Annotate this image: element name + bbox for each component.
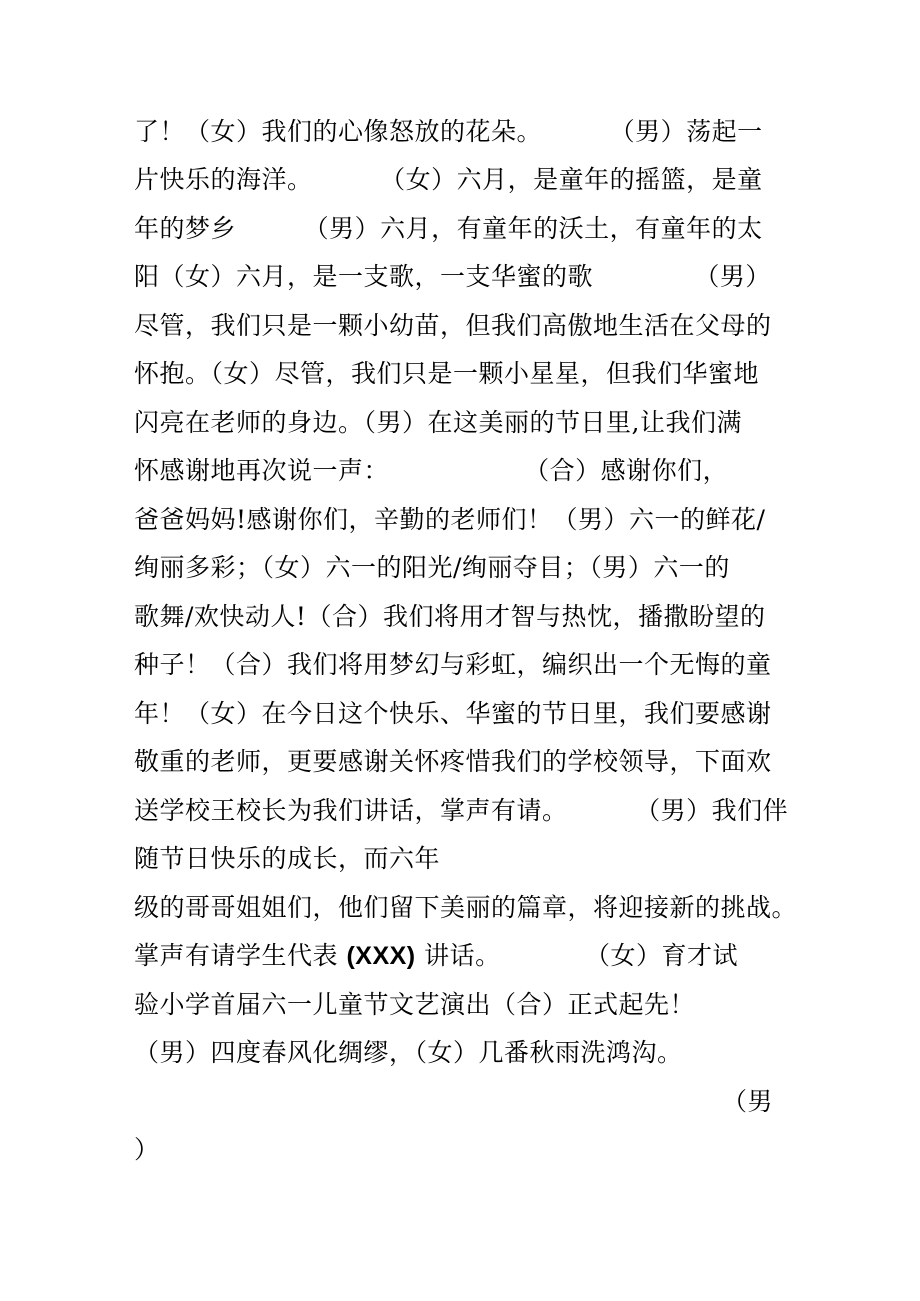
text-line: 送学校王校长为我们讲话，掌声有请。 （男）我们伴	[134, 796, 789, 825]
text-line: （男	[721, 1087, 773, 1116]
text-line	[134, 941, 738, 971]
text-line: （男）四度春风化绸缪，（女）几番秋雨洗鸿沟。	[134, 1038, 683, 1067]
text-line: 了！（女）我们的心像怒放的花朵。 （男）荡起一	[134, 117, 763, 146]
text-line: 闪亮在老师的身边。（男）在这美丽的节日里,让我们满	[134, 408, 742, 437]
text-line: 爸爸妈妈!感谢你们，辛勤的老师们！（男）六一的鲜花/	[134, 505, 766, 534]
text-line: 尽管，我们只是一颗小幼苗，但我们高傲地生活在父母的	[134, 311, 772, 340]
placeholder-name: (XXX)	[346, 942, 416, 970]
text-segment: 讲话。 （女）育才试	[415, 941, 739, 970]
text-line: 验小学首届六一儿童节文艺演出（合）正式起先！	[134, 990, 696, 1019]
text-line: ）	[134, 1135, 160, 1164]
text-line: 怀感谢地再次说一声： （合）感谢你们，	[134, 456, 729, 485]
text-line: 级的哥哥姐姐们，他们留下美丽的篇章，将迎接新的挑战。	[134, 893, 798, 922]
text-line: 怀抱。（女）尽管，我们只是一颗小星星，但我们华蜜地	[134, 359, 760, 388]
text-line: 敬重的老师，更要感谢关怀疼惜我们的学校领导，下面欢	[134, 747, 772, 776]
text-line: 片快乐的海洋。 （女）六月，是童年的摇篮，是童	[134, 165, 763, 194]
text-line: 绚丽多彩；（女）六一的阳光/绚丽夺目；（男）六一的	[134, 553, 730, 582]
text-line: 阳（女）六月，是一支歌，一支华蜜的歌 （男）	[134, 262, 771, 291]
text-line: 种子！（合）我们将用梦幻与彩虹，编织出一个无悔的童	[134, 650, 772, 679]
text-segment: 掌声有请学生代表	[134, 941, 347, 970]
text-line: 随节日快乐的成长，而六年	[134, 844, 441, 873]
text-line: 歌舞/欢快动人!（合）我们将用才智与热忱，播撒盼望的	[134, 602, 766, 631]
text-line: 年！（女）在今日这个快乐、华蜜的节日里，我们要感谢	[134, 699, 772, 728]
text-line: 年的梦乡 （男）六月，有童年的沃土，有童年的太	[134, 214, 763, 243]
